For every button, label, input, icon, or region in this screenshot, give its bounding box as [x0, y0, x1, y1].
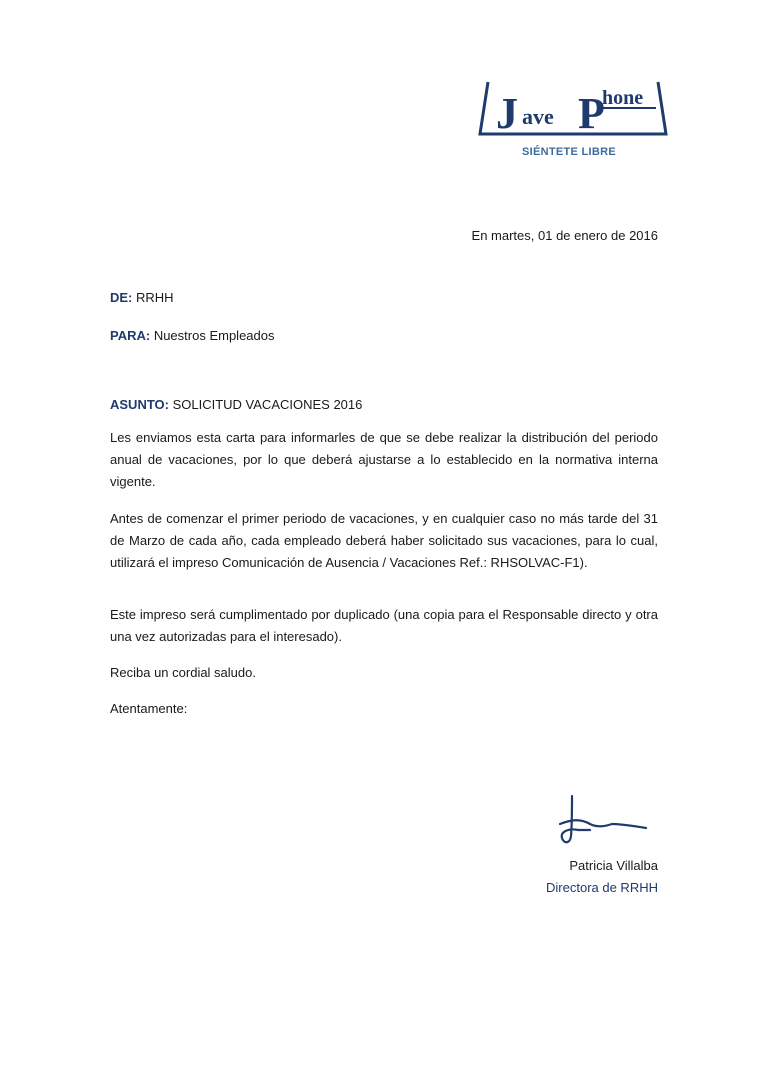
to-line [110, 325, 658, 347]
from-value: RRHH [132, 290, 174, 305]
from-line [110, 287, 658, 309]
signer-role: Directora de RRHH [546, 880, 658, 895]
logo-initial-p: P [578, 89, 605, 138]
to-value: Nuestros Empleados [150, 328, 275, 343]
paragraph-1: Les enviamos esta carta para informarles de que se debe realizar la distribución del periodo anual de vacaciones, por lo que deberá ajustarse a lo establecido en la normativa interna vigente. [110, 430, 658, 489]
signer-name: Patricia Villalba [569, 858, 658, 873]
letter-date: En martes, 01 de enero de 2016 [471, 228, 658, 243]
logo-tagline: SIÉNTETE LIBRE [521, 146, 617, 158]
closing-line: Reciba un cordial saludo. [110, 665, 256, 680]
from-label: DE: [110, 290, 133, 305]
logo-word-2: hone [602, 87, 644, 109]
paragraph-2: Antes de comenzar el primer periodo de vacaciones, y en cualquier caso no más tarde del 31 de Marzo de cada año, cada empleado deberá haber solicitado sus vacaciones, para lo cual, utilizará el impreso Comunicación de Ausencia / Vacaciones Ref.: RHSOLVAC-F1). [110, 511, 658, 570]
logo-word-1: ave [522, 104, 554, 129]
to-label: PARA: [110, 328, 151, 343]
paragraph-3: Este impreso será cumplimentado por duplicado (una copia para el Responsable directo y otra una vez autorizadas para el interesado). [110, 607, 658, 644]
subject-value: SOLICITUD VACACIONES 2016 [168, 397, 363, 412]
handwritten-signature [550, 790, 650, 850]
subject-line [110, 394, 658, 416]
logo-initial-j: J [496, 89, 518, 138]
signoff-line: Atentamente: [110, 701, 188, 716]
subject-label: ASUNTO: [110, 397, 169, 412]
